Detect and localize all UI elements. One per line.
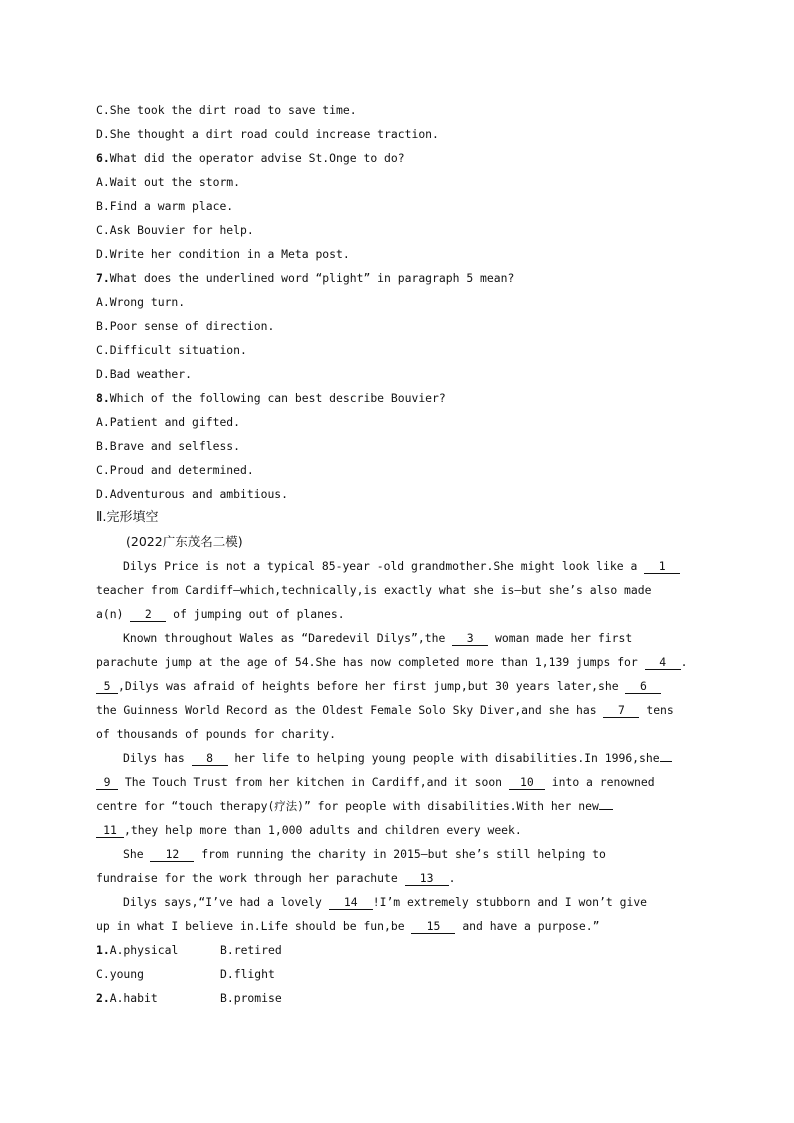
passage-line: centre for “touch therapy(疗法)” for people with disabilities.With her new — [96, 794, 696, 818]
answer-row — [96, 962, 696, 986]
passage-line: a(n) 2 of jumping out of planes. — [96, 607, 345, 621]
blank-11[interactable]: 11 — [96, 823, 124, 838]
option-line: C.She took the dirt road to save time. — [96, 103, 357, 117]
blank-8[interactable]: 8 — [192, 751, 228, 766]
blank-5[interactable]: 5 — [96, 679, 118, 694]
question-number: 7. — [96, 271, 110, 285]
answer-option[interactable]: D.flight — [220, 967, 275, 981]
option-line: D.Write her condition in a Meta post. — [96, 247, 350, 261]
passage-line: 9 The Touch Trust from her kitchen in Cardiff,and it soon 10 into a renowned — [96, 770, 696, 794]
passage-line: She 12 from running the charity in 2015—but she’s still helping to — [123, 847, 606, 861]
answer-option[interactable]: A.physical — [109, 943, 179, 957]
answer-row — [96, 986, 696, 1010]
blank-14[interactable]: 14 — [329, 895, 373, 910]
blank-4[interactable]: 4 — [645, 655, 681, 670]
passage-line: the Guinness World Record as the Oldest Female Solo Sky Diver,and she has 7 tens — [96, 703, 674, 717]
passage-line: fundraise for the work through her parachute 13 . — [96, 871, 456, 885]
answer-option[interactable]: B.retired — [220, 943, 282, 957]
passage-line: Known throughout Wales as “Daredevil Dilys”,the 3 woman made her first — [123, 631, 633, 645]
passage-line: Dilys Price is not a typical 85-year -old grandmother.She might look like a 1 — [96, 554, 696, 578]
option-line: A.Patient and gifted. — [96, 415, 241, 429]
question-number: 1. — [96, 943, 110, 957]
passage-line: 11 ,they help more than 1,000 adults and children every week. — [96, 818, 696, 842]
passage-line: parachute jump at the age of 54.She has now completed more than 1,139 jumps for 4 . — [96, 655, 688, 669]
option-line: D.Adventurous and ambitious. — [96, 487, 289, 501]
blank-9[interactable]: 9 — [96, 775, 118, 790]
blank-3[interactable]: 3 — [452, 631, 488, 646]
blank-1[interactable]: 1 — [644, 559, 680, 574]
blank-15[interactable]: 15 — [411, 919, 455, 934]
question-stem: 8.Which of the following can best describe Bouvier? — [96, 391, 446, 405]
passage-line: of thousands of pounds for charity. — [96, 727, 337, 741]
document-page — [96, 98, 696, 1010]
option-line: B.Poor sense of direction. — [96, 319, 275, 333]
blank-6[interactable]: 6 — [625, 679, 661, 694]
passage-line: Dilys says,“I’ve had a lovely 14 !I’m extremely stubborn and I won’t give — [123, 895, 648, 909]
passage-line: up in what I believe in.Life should be fun,be 15 and have a purpose.” — [96, 919, 600, 933]
blank-12[interactable]: 12 — [150, 847, 194, 862]
question-number: 2. — [96, 991, 110, 1005]
question-number: 6. — [96, 151, 110, 165]
section-title: Ⅱ.完形填空 — [96, 510, 159, 525]
blank-13[interactable]: 13 — [405, 871, 449, 886]
passage-line: 5 ,Dilys was afraid of heights before her first jump,but 30 years later,she 6 — [96, 674, 696, 698]
blank-7[interactable]: 7 — [603, 703, 639, 718]
passage-line: Dilys has 8 her life to helping young people with disabilities.In 1996,she — [96, 746, 696, 770]
option-line: D.Bad weather. — [96, 367, 193, 381]
option-line: A.Wait out the storm. — [96, 175, 241, 189]
blank-2[interactable]: 2 — [130, 607, 166, 622]
option-line: D.She thought a dirt road could increase traction. — [96, 127, 439, 141]
option-line: C.Ask Bouvier for help. — [96, 223, 254, 237]
answer-option[interactable]: B.promise — [220, 991, 282, 1005]
option-line: B.Brave and selfless. — [96, 439, 241, 453]
answer-option[interactable]: C.young — [96, 967, 145, 981]
section-source: (2022广东茂名二模) — [126, 534, 243, 549]
option-line: C.Difficult situation. — [96, 343, 247, 357]
option-line: C.Proud and determined. — [96, 463, 254, 477]
answer-option[interactable]: A.habit — [109, 991, 158, 1005]
option-line: A.Wrong turn. — [96, 295, 186, 309]
blank-10[interactable]: 10 — [509, 775, 545, 790]
option-line: B.Find a warm place. — [96, 199, 234, 213]
answer-row — [96, 938, 696, 962]
question-stem: 6.What did the operator advise St.Onge to do? — [96, 151, 405, 165]
question-number: 8. — [96, 391, 110, 405]
question-stem: 7.What does the underlined word “plight” in paragraph 5 mean? — [96, 271, 515, 285]
passage-line: teacher from Cardiff—which,technically,is exactly what she is—but she’s also made — [96, 583, 652, 597]
